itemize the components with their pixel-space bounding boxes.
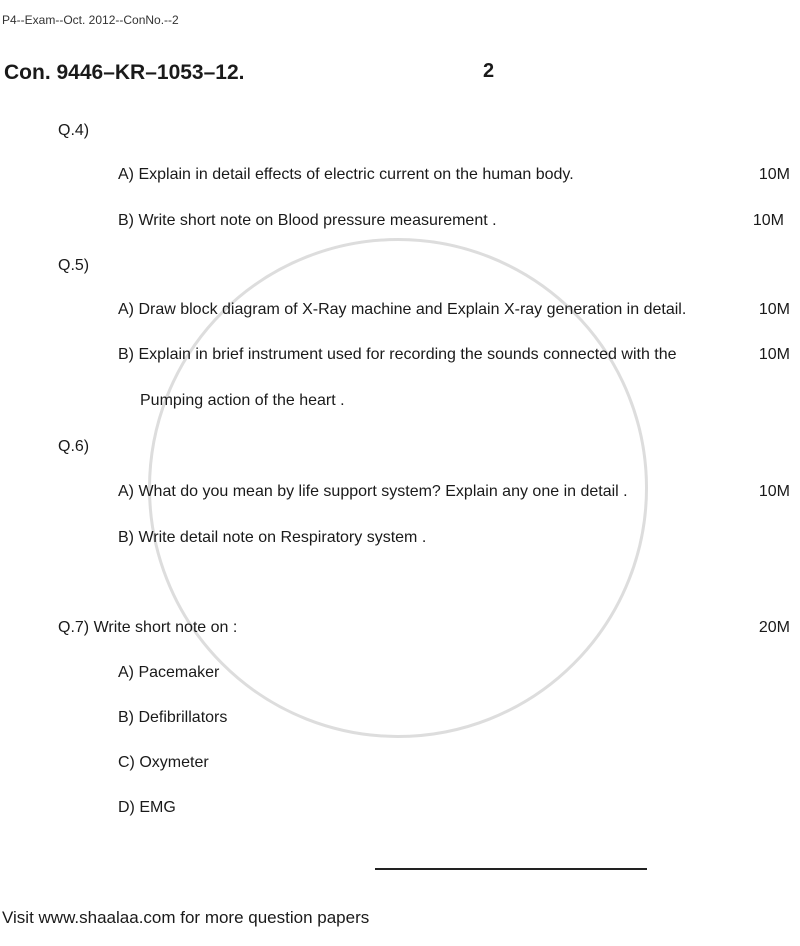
page-number: 2 [483, 60, 495, 82]
question-part: A) What do you mean by life support system? Explain any one in detail . [118, 483, 628, 500]
question-number: Q.4) [58, 122, 90, 139]
marks: 10M [758, 301, 790, 318]
question-part: C) Oxymeter [118, 754, 209, 771]
marks: 10M [758, 483, 790, 500]
paper-code-title: Con. 9446–KR–1053–12. [4, 61, 245, 84]
question-number: Q.7) Write short note on : [58, 619, 238, 636]
question-part: B) Explain in brief instrument used for recording the sounds connected with the [118, 346, 677, 363]
question-number: Q.5) [58, 257, 90, 274]
question-part: A) Draw block diagram of X-Ray machine and Explain X-ray generation in detail. [118, 301, 687, 318]
question-part: A) Pacemaker [118, 664, 220, 681]
question-part-continued: Pumping action of the heart . [140, 392, 345, 409]
question-part: B) Defibrillators [118, 709, 228, 726]
question-part: B) Write detail note on Respiratory system . [118, 529, 427, 546]
marks: 20M [758, 619, 790, 636]
footer-text: Visit www.shaalaa.com for more question papers [2, 908, 370, 927]
end-rule [375, 868, 647, 870]
marks: 10M [758, 166, 790, 183]
marks: 10M [752, 212, 784, 229]
question-number: Q.6) [58, 438, 90, 455]
marks: 10M [758, 346, 790, 363]
question-part: D) EMG [118, 799, 176, 816]
question-part: B) Write short note on Blood pressure measurement . [118, 212, 497, 229]
question-part: A) Explain in detail effects of electric current on the human body. [118, 166, 574, 183]
header-reference: P4--Exam--Oct. 2012--ConNo.--2 [2, 13, 179, 27]
